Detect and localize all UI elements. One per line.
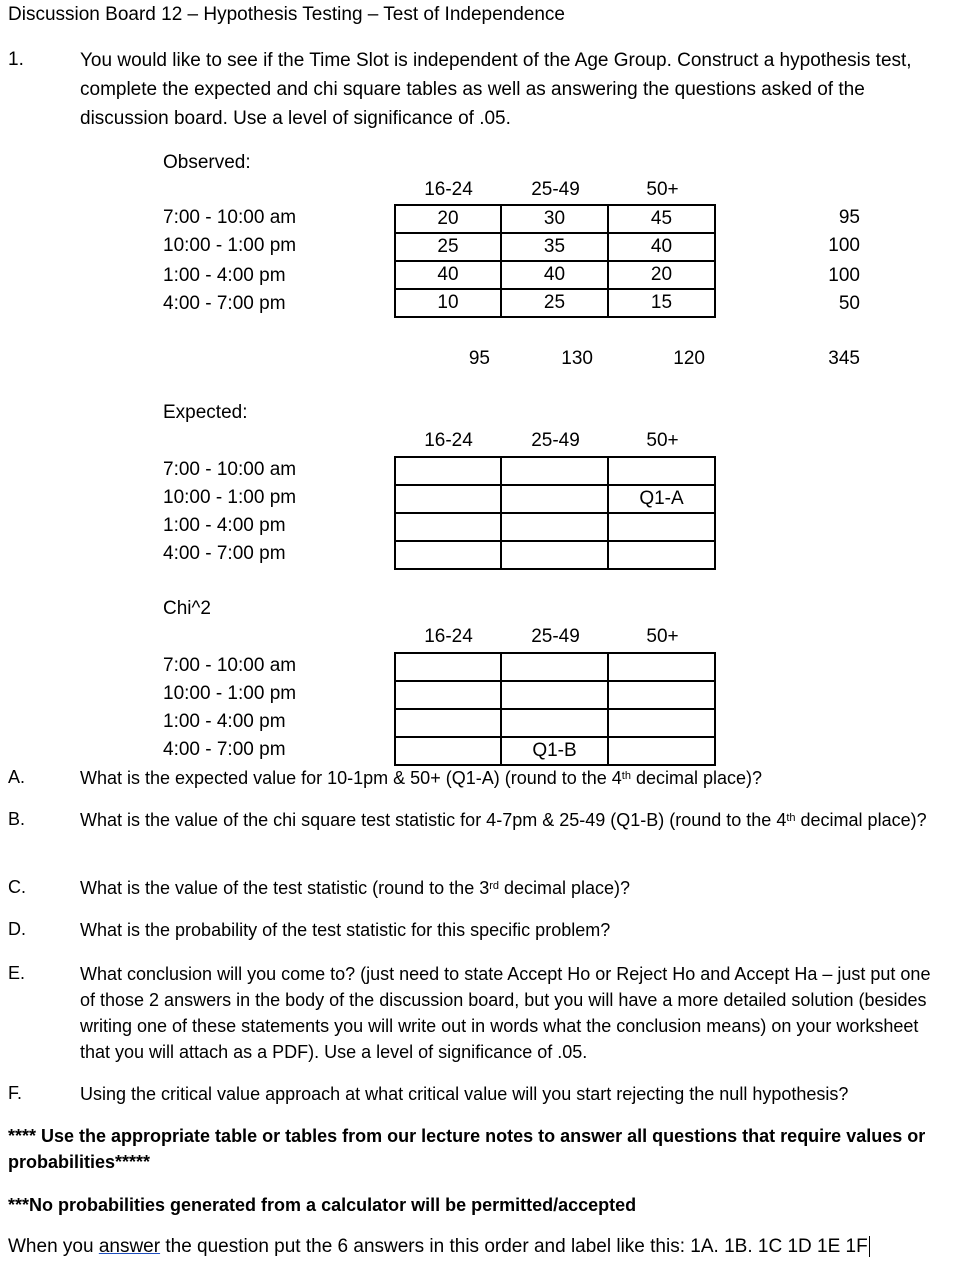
- table-cell: [396, 654, 502, 682]
- question-number: 1.: [8, 49, 24, 70]
- column-header: 25-49: [531, 430, 580, 451]
- table-cell: [396, 542, 502, 570]
- chisq-label: Chi^2: [163, 598, 211, 619]
- observed-table: [394, 204, 716, 318]
- table-cell: [502, 542, 609, 570]
- question-text-main: What conclusion will you come to? (just need to state Accept Ho or Reject Ho and Accept Ha – just put one of those 2 answers in the body of the discussion board, but you will have a more detailed solution (besides writing one of these statements you will write out in words what the conclusion means) on your worksheet that you will attach as a PDF). Use a level of significance of .05.: [80, 964, 931, 1062]
- question-text: [80, 765, 940, 791]
- row-label: 10:00 - 1:00 pm: [163, 235, 297, 256]
- table-cell: [396, 514, 502, 542]
- row-label: 7:00 - 10:00 am: [163, 655, 297, 676]
- table-cell: [502, 682, 609, 710]
- chisq-table: [394, 652, 716, 766]
- table-cell: [609, 458, 716, 486]
- table-cell: [502, 458, 609, 486]
- table-cell: [609, 542, 716, 570]
- ordinal-suffix: rd: [489, 880, 499, 892]
- expected-label: Expected:: [163, 402, 248, 423]
- question-text-main: What is the value of the chi square test statistic for 4-7pm & 25-49 (Q1-B) (round to the 4: [80, 810, 787, 830]
- column-total: 130: [561, 348, 593, 369]
- ordinal-suffix: th: [786, 812, 796, 824]
- grand-total: 345: [828, 348, 860, 369]
- column-total: 120: [673, 348, 705, 369]
- footer-post: the question put the 6 answers in this order and label like this: 1A. 1B. 1C 1D 1E 1F: [160, 1236, 868, 1257]
- column-header: 16-24: [424, 179, 473, 200]
- footer-underlined: answer: [98, 1236, 161, 1257]
- table-cell: [609, 654, 716, 682]
- question-letter: B.: [8, 809, 26, 829]
- table-cell: 40: [609, 234, 716, 262]
- text-cursor: [869, 1236, 870, 1257]
- column-header: 50+: [646, 626, 679, 647]
- table-cell: 30: [502, 206, 609, 234]
- question-text-main: What is the value of the test statistic (round to the 3: [80, 878, 490, 898]
- table-cell: 25: [502, 290, 609, 318]
- row-label: 4:00 - 7:00 pm: [163, 293, 286, 314]
- footer-pre: When you: [8, 1236, 99, 1257]
- table-cell: [396, 486, 502, 514]
- column-header: 25-49: [531, 179, 580, 200]
- column-header: 50+: [646, 179, 679, 200]
- table-cell: 40: [396, 262, 502, 290]
- table-cell: 20: [609, 262, 716, 290]
- footer-instructions: [8, 1235, 870, 1259]
- question-text-end: decimal place)?: [795, 810, 927, 830]
- row-label: 10:00 - 1:00 pm: [163, 487, 297, 508]
- table-cell: 35: [502, 234, 609, 262]
- table-cell: [502, 710, 609, 738]
- table-cell: 15: [609, 290, 716, 318]
- note-tables: **** Use the appropriate table or tables from our lecture notes to answer all questions that require values or probabilities*****: [8, 1126, 926, 1172]
- table-cell: 40: [502, 262, 609, 290]
- table-cell: [502, 486, 609, 514]
- table-cell: Q1-B: [502, 738, 609, 766]
- row-label: 4:00 - 7:00 pm: [163, 543, 286, 564]
- question-text: [80, 807, 940, 833]
- question-text: [80, 917, 940, 943]
- row-label: 1:00 - 4:00 pm: [163, 265, 286, 286]
- row-label: 10:00 - 1:00 pm: [163, 683, 297, 704]
- question-letter: C.: [8, 877, 26, 897]
- table-cell: [609, 682, 716, 710]
- table-cell: 25: [396, 234, 502, 262]
- observed-label: Observed:: [163, 152, 251, 173]
- table-cell: 10: [396, 290, 502, 318]
- row-label: 7:00 - 10:00 am: [163, 459, 297, 480]
- question-text-main: What is the probability of the test statistic for this specific problem?: [80, 920, 611, 940]
- table-cell: Q1-A: [609, 486, 716, 514]
- table-cell: [396, 682, 502, 710]
- question-text: [80, 1081, 940, 1107]
- column-header: 16-24: [424, 626, 473, 647]
- table-cell: [396, 710, 502, 738]
- table-cell: [609, 738, 716, 766]
- table-cell: [502, 654, 609, 682]
- question-text-end: decimal place)?: [499, 878, 631, 898]
- table-cell: [396, 458, 502, 486]
- question-intro: You would like to see if the Time Slot is independent of the Age Group. Construct a hypothesis test, complete the expected and chi square tables as well as answering the questions asked of the discussion board. Use a level of significance of .05.: [80, 50, 912, 129]
- column-header: 50+: [646, 430, 679, 451]
- page-title: Discussion Board 12 – Hypothesis Testing – Test of Independence: [8, 4, 565, 25]
- table-cell: [609, 514, 716, 542]
- table-cell: [396, 738, 502, 766]
- column-total: 95: [468, 348, 490, 369]
- question-letter: F.: [8, 1083, 23, 1103]
- note-calculator: ***No probabilities generated from a calculator will be permitted/accepted: [8, 1195, 637, 1215]
- column-header: 25-49: [531, 626, 580, 647]
- row-label: 1:00 - 4:00 pm: [163, 515, 286, 536]
- question-letter: D.: [8, 919, 26, 939]
- row-total: 50: [838, 293, 860, 314]
- table-cell: 20: [396, 206, 502, 234]
- row-label: 7:00 - 10:00 am: [163, 207, 297, 228]
- table-cell: [609, 710, 716, 738]
- row-total: 100: [828, 235, 860, 256]
- question-text-main: What is the expected value for 10-1pm & 50+ (Q1-A) (round to the 4: [80, 768, 622, 788]
- row-label: 1:00 - 4:00 pm: [163, 711, 286, 732]
- question-text-main: Using the critical value approach at what critical value will you start rejecting the null hypothesis?: [80, 1084, 849, 1104]
- row-total: 100: [828, 265, 860, 286]
- ordinal-suffix: th: [621, 770, 631, 782]
- row-total: 95: [838, 207, 860, 228]
- question-letter: A.: [8, 767, 26, 787]
- column-header: 16-24: [424, 430, 473, 451]
- table-cell: 45: [609, 206, 716, 234]
- expected-table: [394, 456, 716, 570]
- row-label: 4:00 - 7:00 pm: [163, 739, 286, 760]
- question-text: [80, 875, 940, 901]
- table-cell: [502, 514, 609, 542]
- question-letter: E.: [8, 963, 26, 983]
- question-text-end: decimal place)?: [630, 768, 763, 788]
- question-text: [80, 961, 940, 1065]
